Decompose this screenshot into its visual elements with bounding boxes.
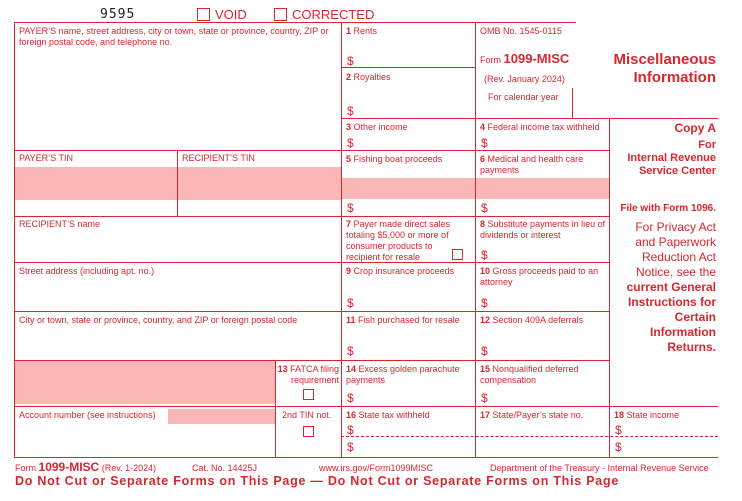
tin2-checkbox[interactable] (303, 426, 314, 437)
privacy-line3: Reduction Act (641, 250, 716, 264)
box2-dollar: $ (347, 104, 354, 118)
box15-dollar: $ (481, 391, 488, 405)
box6-dollar: $ (481, 201, 488, 215)
file-with: File with Form 1096. (620, 203, 716, 214)
box10-label: 10 Gross proceeds paid to an attorney (480, 266, 599, 287)
recipient-tin-fill[interactable] (178, 167, 341, 200)
box2-label: 2 Royalties (346, 72, 391, 82)
for-line3: Service Center (638, 165, 716, 177)
copy-label: Copy A (674, 121, 716, 135)
account-fill[interactable] (168, 409, 275, 424)
box6-fill[interactable] (476, 178, 609, 199)
box16-label: 16 State tax withheld (346, 410, 430, 420)
payer-name-label: PAYER’S name, street address, city or town, state or province, country, ZIP or foreign postal code, and telephone no. (19, 26, 329, 47)
box11-dollar: $ (347, 344, 354, 358)
fatca-label (277, 364, 339, 386)
void-checkbox[interactable] (197, 8, 210, 21)
privacy-line1: For Privacy Act (635, 220, 716, 234)
box12-dollar: $ (481, 344, 488, 358)
form-title-block: Form 1099-MISC (480, 51, 570, 66)
box4-dollar: $ (481, 136, 488, 150)
box12-label: 12 Section 409A deferrals (480, 315, 584, 325)
recipient-name-label: RECIPIENT’S name (19, 219, 101, 229)
privacy-line2: and Paperwork (635, 235, 716, 249)
corrected-checkbox[interactable] (274, 8, 287, 21)
corrected-label: CORRECTED (292, 7, 375, 22)
street-label: Street address (including apt. no.) (19, 266, 155, 276)
box6-label: 6 Medical and health care payments (480, 154, 584, 175)
instructions-line3: Certain (674, 310, 716, 324)
box7-checkbox[interactable] (452, 249, 463, 260)
box1-dollar: $ (347, 54, 354, 68)
box4-label: 4 Federal income tax withheld (480, 122, 600, 132)
box17-label: 17 State/Payer’s state no. (480, 410, 584, 420)
box18-dollar-1: $ (615, 423, 622, 437)
box7-label: 7 Payer made direct sales totaling $5,000 or more of consumer products to recipient for resale (346, 219, 451, 262)
payer-tin-label: PAYER’S TIN (19, 153, 74, 163)
box11-label: 11 Fish purchased for resale (346, 315, 460, 325)
box3-dollar: $ (347, 136, 354, 150)
footer-cat: Cat. No. 14425J (192, 463, 258, 473)
box5-fill[interactable] (342, 178, 475, 199)
box9-label: 9 Crop insurance proceeds (346, 266, 455, 276)
form-name: 1099-MISC (503, 51, 570, 66)
box8-label: 8 Substitute payments in lieu of dividends or interest (480, 219, 606, 240)
tin2-label: 2nd TIN not. (282, 410, 332, 420)
title-line1: Miscellaneous (613, 51, 716, 68)
rev-date: (Rev. January 2024) (484, 74, 565, 84)
instructions-line1: current General (626, 280, 716, 294)
box10-dollar: $ (481, 296, 488, 310)
account-label: Account number (see instructions) (19, 410, 156, 420)
box5-label: 5 Fishing boat proceeds (346, 154, 443, 164)
box16-dollar-2: $ (347, 440, 354, 454)
instructions-line5: Returns. (667, 340, 716, 354)
box1-label: 1 Rents (346, 26, 378, 36)
for-line1: For (698, 139, 716, 151)
void-label: VOID (215, 7, 247, 22)
footer-form-name: 1099-MISC (38, 460, 100, 474)
privacy-line4: Notice, see the (635, 265, 716, 279)
box3-label: 3 Other income (346, 122, 408, 132)
box18-label: 18 State income (614, 410, 680, 420)
fatca-num: 13 (277, 364, 288, 374)
recipient-tin-label: RECIPIENT’S TIN (182, 153, 255, 163)
for-line2: Internal Revenue (627, 152, 716, 164)
fatca-checkbox[interactable] (303, 389, 314, 400)
calendar-year: For calendar year (488, 92, 559, 102)
instructions-line4: Information (650, 325, 716, 339)
city-label: City or town, state or province, country, and ZIP or foreign postal code (19, 315, 298, 325)
footer-rev: (Rev. 1-2024) (101, 463, 157, 473)
title-line2: Information (633, 69, 716, 86)
instructions-line2: Instructions for (627, 295, 716, 309)
fatca-text: FATCA filing requirement (290, 364, 339, 385)
do-not-cut-warning: Do Not Cut or Separate Forms on This Page — Do Not Cut or Separate Forms on This Page (15, 474, 620, 488)
blank-fill[interactable] (15, 360, 275, 404)
box9-dollar: $ (347, 296, 354, 310)
box18-dollar-2: $ (615, 440, 622, 454)
box15-label: 15 Nonqualified deferred compensation (480, 364, 579, 385)
omb-no: OMB No. 1545-0115 (480, 26, 562, 36)
footer-form: Form 1099-MISC (Rev. 1-2024) (15, 460, 157, 474)
box5-dollar: $ (347, 201, 354, 215)
box14-dollar: $ (347, 391, 354, 405)
box16-dollar-1: $ (347, 423, 354, 437)
payer-tin-fill[interactable] (15, 167, 177, 200)
form-code: 9595 (100, 7, 136, 22)
footer-url: www.irs.gov/Form1099MISC (319, 463, 434, 473)
footer-dept: Department of the Treasury - Internal Revenue Service (490, 463, 709, 473)
box8-dollar: $ (481, 248, 488, 262)
box14-label: 14 Excess golden parachute payments (346, 364, 460, 385)
